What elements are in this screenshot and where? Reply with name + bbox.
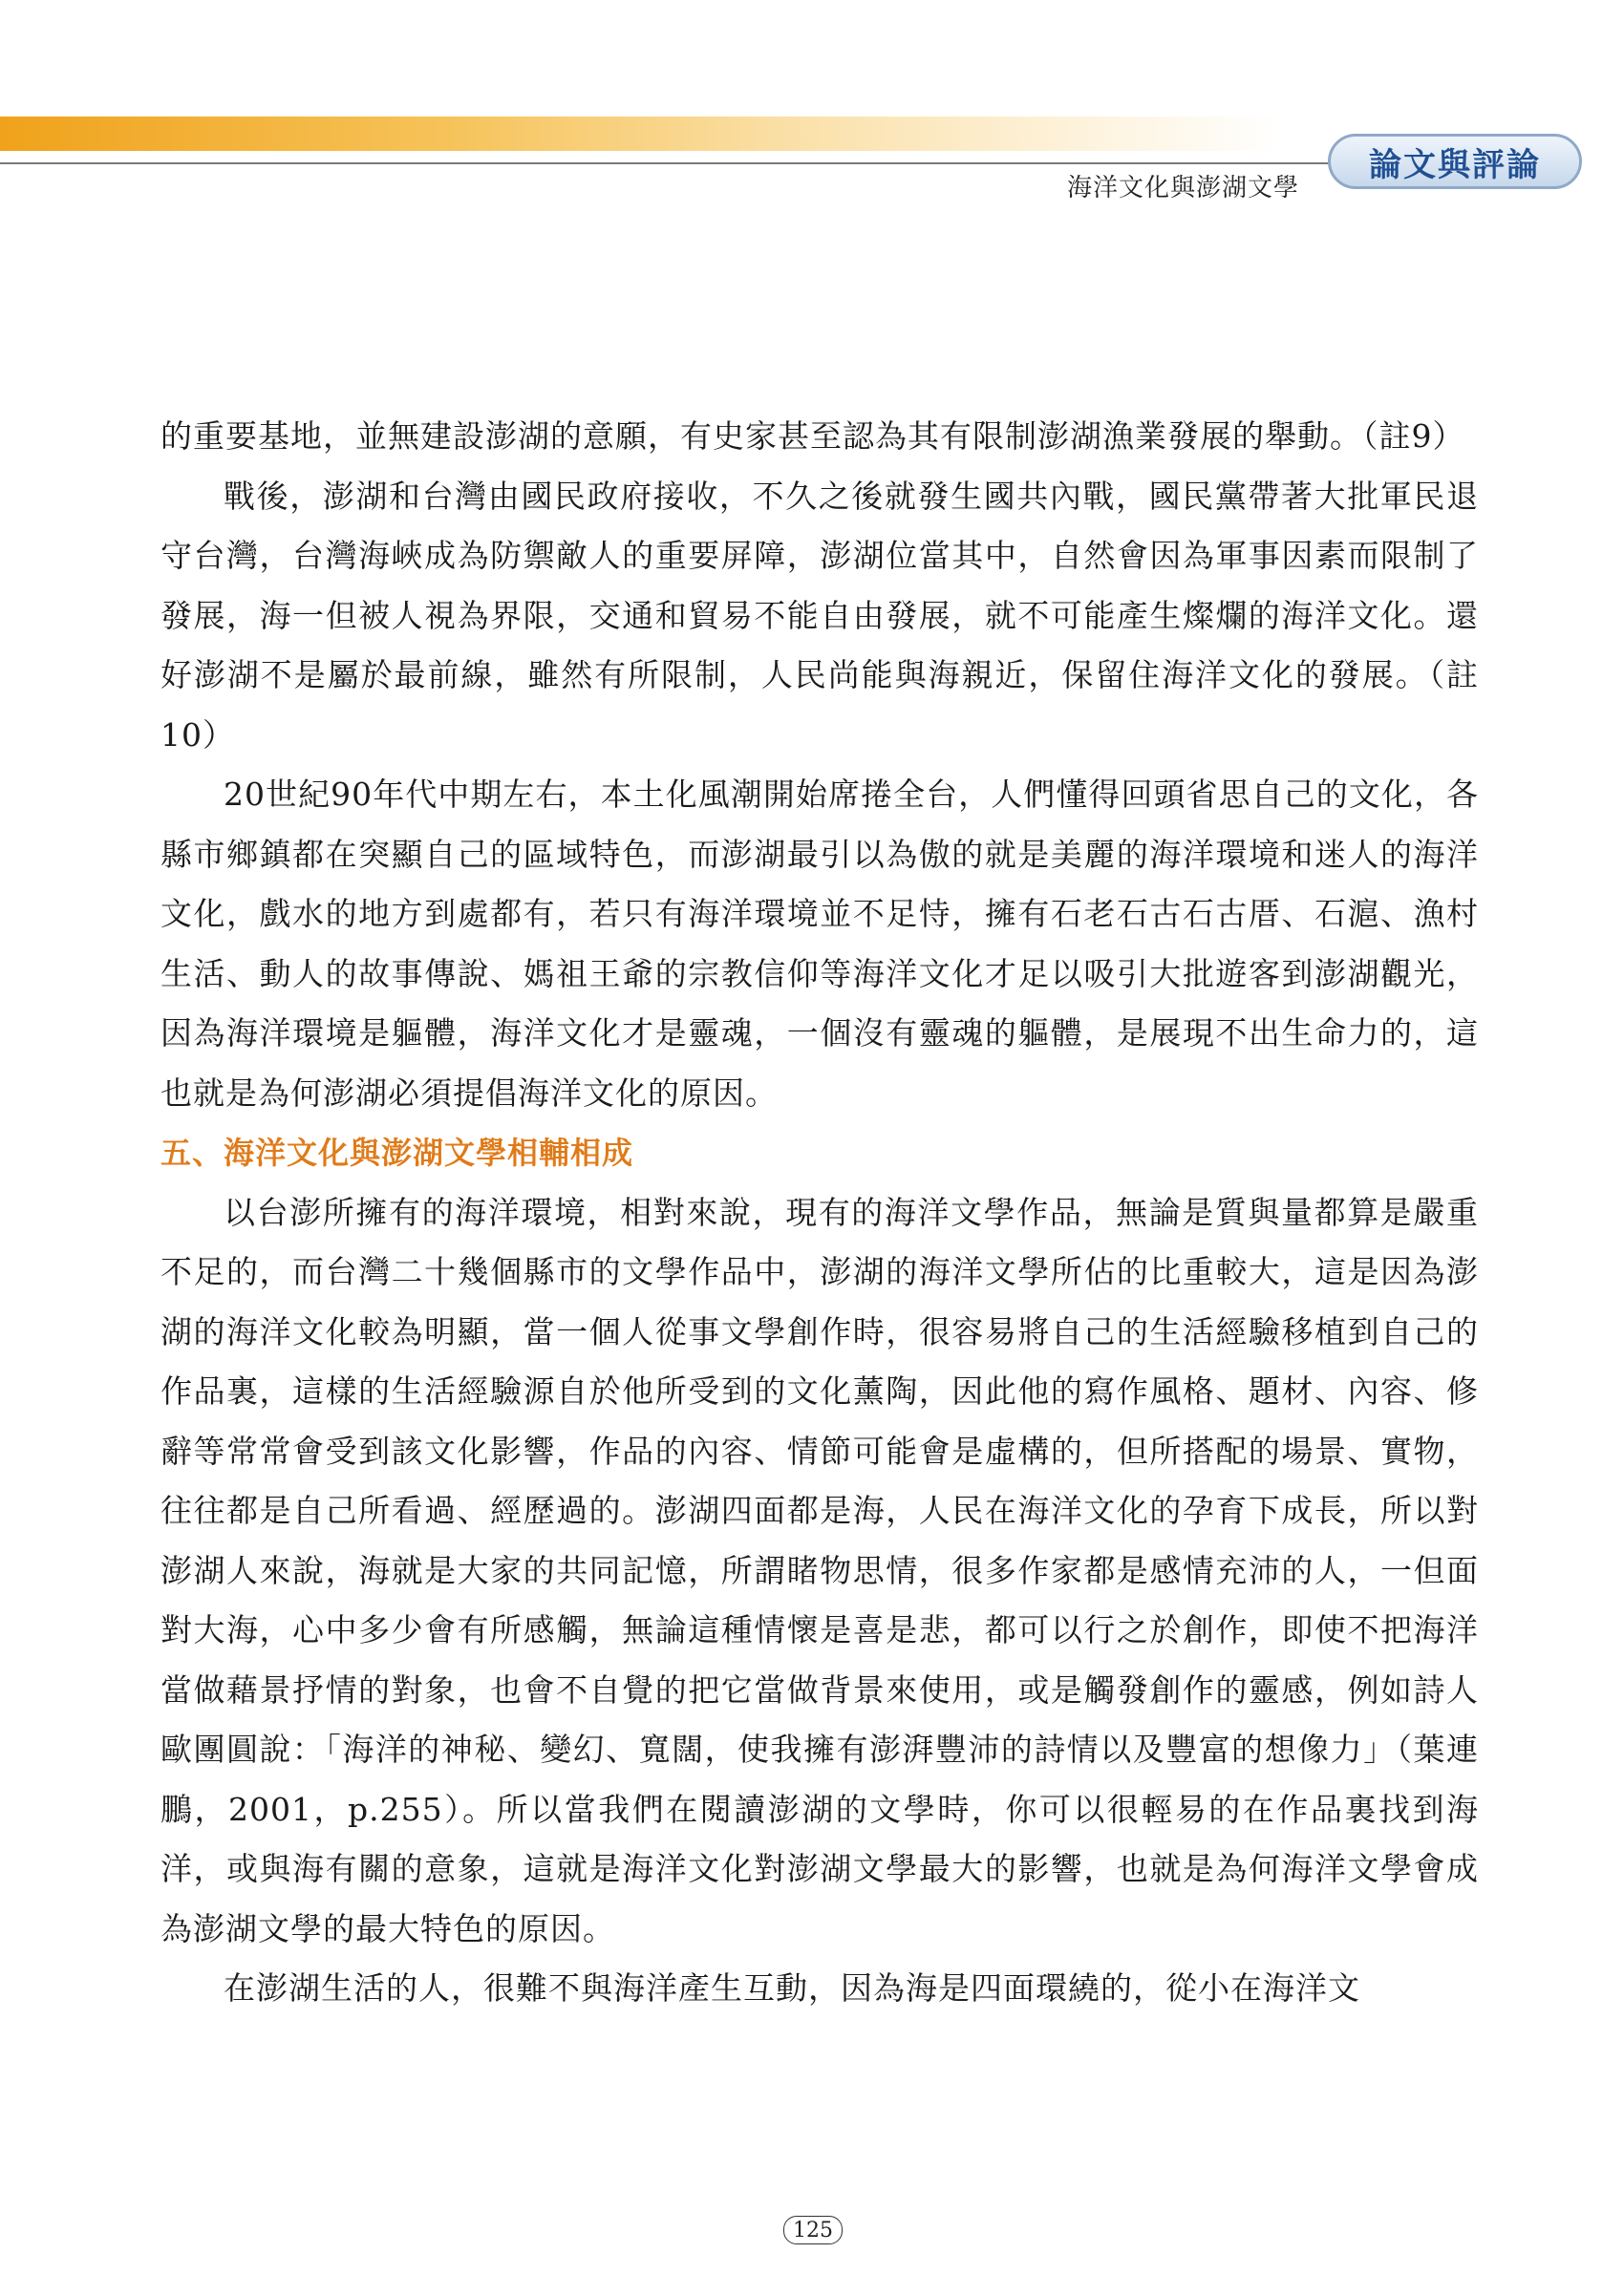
paragraph-1: 的重要基地，並無建設澎湖的意願，有史家甚至認為其有限制澎湖漁業發展的舉動。（註9） xyxy=(160,417,1465,455)
paragraph-4: 以台澎所擁有的海洋環境，相對來說，現有的海洋文學作品，無論是質與量都算是嚴重不足的，而台灣二十幾個縣市的文學作品中，澎湖的海洋文學所佔的比重較大，這是因為澎湖的海洋文化較為明顯，當一個人從事文學創作時，很容易將自己的生活經驗移植到自己的作品裏，這樣的生活經驗源自於他所受到的文化薰陶，因此他的寫作風格、題材、內容、修辭等常常會受到該文化影響，作品的內容、情節可能會是虛構的，但所搭配的場景、實物，往往都是自己所看過、經歷過的。澎湖四面都是海，人民在海洋文化的孕育下成長，所以對澎湖人來說，海就是大家的共同記憶，所謂睹物思情，很多作家都是感情充沛的人，一但面對大海，心中多少會有所感觸，無論這種情懷是喜是悲，都可以行之於創作，即使不把海洋當做藉景抒情的對象，也會不自覺的把它當做背景來使用，或是觸發創作的靈感，例如詩人歐團圓說：「海洋的神秘、變幻、寬闊，使我擁有澎湃豐沛的詩情以及豐富的想像力」（葉連鵬，2001，p.255）。所以當我們在閱讀澎湖的文學時，你可以很輕易的在作品裏找到海洋，或與海有關的意象，這就是海洋文化對澎湖文學最大的影響，也就是為何海洋文學會成為澎湖文學的最大特色的原因。 xyxy=(160,1193,1479,1947)
section-tab-label: 論文與評論 xyxy=(1369,145,1541,184)
paragraph-2: 戰後，澎湖和台灣由國民政府接收，不久之後就發生國共內戰，國民黨帶著大批軍民退守台灣，台灣海峽成為防禦敵人的重要屏障，澎湖位當其中，自然會因為軍事因素而限制了發展，海一但被人視為界限，交通和貿易不能自由發展，就不可能產生燦爛的海洋文化。還好澎湖不是屬於最前線，雖然有所限制，人民尚能與海親近，保留住海洋文化的發展。（註10） xyxy=(160,477,1479,754)
header-decor-bar xyxy=(0,117,1280,151)
paragraph-3: 20世紀90年代中期左右，本土化風潮開始席捲全台，人們懂得回頭省思自己的文化，各縣市鄉鎮都在突顯自己的區域特色，而澎湖最引以為傲的就是美麗的海洋環境和迷人的海洋文化，戲水的地方到處都有，若只有海洋環境並不足恃，擁有石老石古石古厝、石滬、漁村生活、動人的故事傳說、媽祖王爺的宗教信仰等海洋文化才足以吸引大批遊客到澎湖觀光，因為海洋環境是軀體，海洋文化才是靈魂，一個沒有靈魂的軀體，是展現不出生命力的，這也就是為何澎湖必須提倡海洋文化的原因。 xyxy=(160,776,1479,1112)
running-title: 海洋文化與澎湖文學 xyxy=(1066,174,1299,202)
section-heading: 五、海洋文化與澎湖文學相輔相成 xyxy=(160,1135,634,1171)
section-tab xyxy=(1328,134,1582,189)
body-text xyxy=(160,407,1479,2019)
page-number: 125 xyxy=(783,2216,843,2244)
header-rule xyxy=(0,162,1337,164)
paragraph-5: 在澎湖生活的人，很難不與海洋產生互動，因為海是四面環繞的，從小在海洋文 xyxy=(224,1969,1360,2007)
